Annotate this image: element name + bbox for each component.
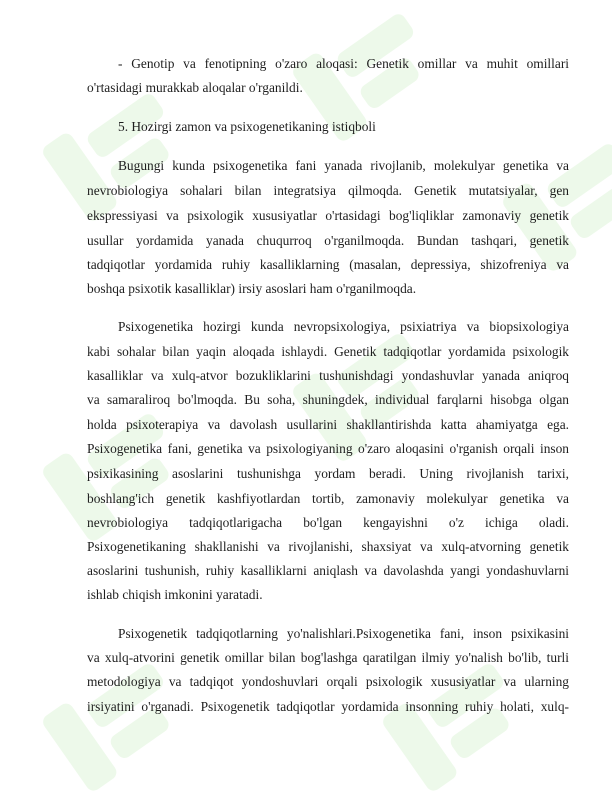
text-line: Bugungi kunda psixogenetika fani yanada rivojlanib, molekulyar genetika va	[118, 158, 569, 173]
text-line: Psixogenetikaning shakllanishi va rivojlanishi, shaxsiyat va xulq-atvorning genetik	[87, 539, 569, 554]
text-line: metodologiya va tadqiqot yondoshuvlari orqali psixologik xususiyatlar va ularning	[87, 674, 569, 689]
text-line: nevrobiologiya tadqiqotlarigacha bo'lgan kengayishni o'z ichiga oladi.	[87, 515, 569, 530]
text-line: Psixogenetika hozirgi kunda nevropsixologiya, psixiatriya va biopsixologiya	[118, 319, 569, 334]
text-line: ekspressiyasi va psixologik xususiyatlar o'rtasidagi bog'liqliklar zamonaviy genetik	[87, 208, 569, 223]
text-line: va samaraliroq bo'lmoqda. Bu soha, shuningdek, individual farqlarni hisobga olgan	[87, 392, 569, 407]
section-heading: 5. Hozirgi zamon va psixogenetikaning istiqboli	[118, 119, 376, 134]
text-line: usullar yordamida yanada chuqurroq o'rganilmoqda. Bundan tashqari, genetik	[87, 233, 569, 248]
text-line: va xulq-atvorini genetik omillar bilan bog'lashga qaratilgan ilmiy yo'nalish bo'lib, turli	[87, 650, 569, 665]
text-line: Psixogenetik tadqiqotlarning yo'nalishlari.Psixogenetika fani, inson psixikasini	[118, 626, 569, 641]
text-line: o'rtasidagi murakkab aloqalar o'rganildi.	[87, 80, 303, 95]
text-line: kabi sohalar bilan yaqin aloqada ishlaydi. Genetik tadqiqotlar yordamida psixologik	[87, 344, 569, 359]
text-line: asoslarini tushunish, ruhiy kasalliklarni aniqlash va davolashda yangi yondashuvlarni	[87, 563, 569, 578]
text-line: psixikasining asoslarini tushunishga yordam beradi. Uning rivojlanish tarixi,	[87, 466, 569, 481]
text-line: tadqiqotlar yordamida ruhiy kasalliklarning (masalan, depressiya, shizofreniya va	[87, 257, 569, 272]
text-line: boshlang'ich genetik kashfiyotlardan tortib, zamonaviy molekulyar genetika va	[87, 491, 569, 506]
text-line: Psixogenetika fani, genetika va psixologiyaning o'zaro aloqasini o'rganish orqali inson	[87, 441, 569, 456]
text-line: irsiyatini o'rganadi. Psixogenetik tadqiqotlar yordamida insonning ruhiy holati, xulq-	[87, 699, 569, 714]
text-line: holda psixoterapiya va davolash usullarini shakllantirishda katta ahamiyatga ega.	[87, 417, 569, 432]
text-line: kasalliklar va xulq-atvor bozukliklarini tushunishdagi yondashuvlar yanada aniqroq	[87, 368, 569, 383]
text-line: ishlab chiqish imkonini yaratadi.	[87, 587, 263, 602]
text-line: - Genotip va fenotipning o'zaro aloqasi: Genetik omillar va muhit omillari	[118, 56, 569, 71]
text-line: nevrobiologiya sohalari bilan integratsiya qilmoqda. Genetik mutatsiyalar, gen	[87, 183, 569, 198]
text-line: boshqa psixotik kasalliklar) irsiy asoslari ham o'rganilmoqda.	[87, 281, 417, 296]
